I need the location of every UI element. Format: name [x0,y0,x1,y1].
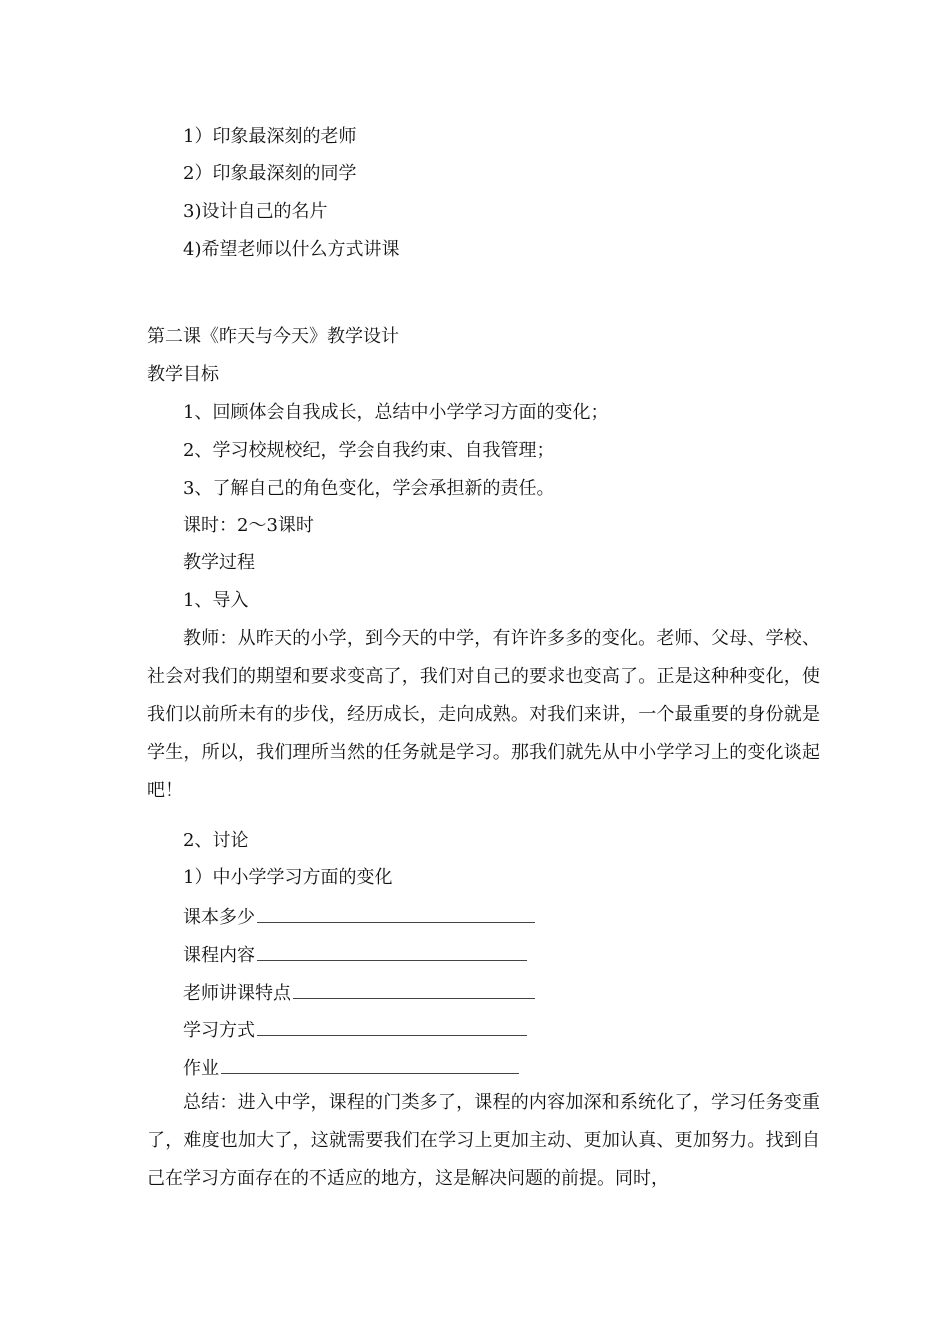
field-textbooks [183,904,535,930]
fill-in-blank[interactable] [221,1055,519,1074]
list-item-2: 2）印象最深刻的同学 [183,163,357,184]
fill-in-blank[interactable] [257,1017,527,1036]
step-2-heading: 2、讨论 [183,830,249,851]
class-hours: 课时：2～3课时 [183,515,314,536]
process-heading: 教学过程 [183,552,255,573]
fill-in-blank[interactable] [293,980,535,999]
goal-1: 1、回顾体会自我成长，总结中小学学习方面的变化； [183,402,609,423]
field-label: 作业 [183,1058,219,1079]
fill-in-blank[interactable] [257,904,535,923]
list-item-1: 1）印象最深刻的老师 [183,126,357,147]
goals-heading: 教学目标 [147,364,219,385]
field-label: 学习方式 [183,1020,255,1041]
summary-paragraph: 总结：进入中学，课程的门类多了，课程的内容加深和系统化了，学习任务变重了，难度也加大了，这就需要我们在学习上更加主动、更加认真、更加努力。找到自己在学习方面存在的不适应的地方，这是解决问题的前提。同时， [147,1092,820,1189]
goal-3: 3、了解自己的角色变化，学会承担新的责任。 [183,478,555,499]
step-1-heading: 1、导入 [183,590,249,611]
field-teaching-style [183,980,535,1006]
list-item-3: 3)设计自己的名片 [183,201,328,222]
field-course-content [183,942,527,968]
goal-2: 2、学习校规校纪，学会自我约束、自我管理； [183,440,555,461]
field-label: 课本多少 [183,907,255,928]
field-homework [183,1055,519,1081]
list-item-4: 4)希望老师以什么方式讲课 [183,239,400,260]
fill-in-blank[interactable] [257,942,527,961]
discussion-subheading: 1）中小学学习方面的变化 [183,867,393,888]
field-label: 老师讲课特点 [183,983,291,1004]
field-label: 课程内容 [183,945,255,966]
lesson-title: 第二课《昨天与今天》教学设计 [147,326,399,347]
field-learning-method [183,1017,527,1043]
intro-paragraph: 教师：从昨天的小学，到今天的中学，有许许多多的变化。老师、父母、学校、社会对我们的期望和要求变高了，我们对自己的要求也变高了。正是这种种变化，使我们以前所未有的步伐，经历成长，走向成熟。对我们来讲，一个最重要的身份就是学生，所以，我们理所当然的任务就是学习。那我们就先从中小学学习上的变化谈起吧！ [147,628,820,801]
